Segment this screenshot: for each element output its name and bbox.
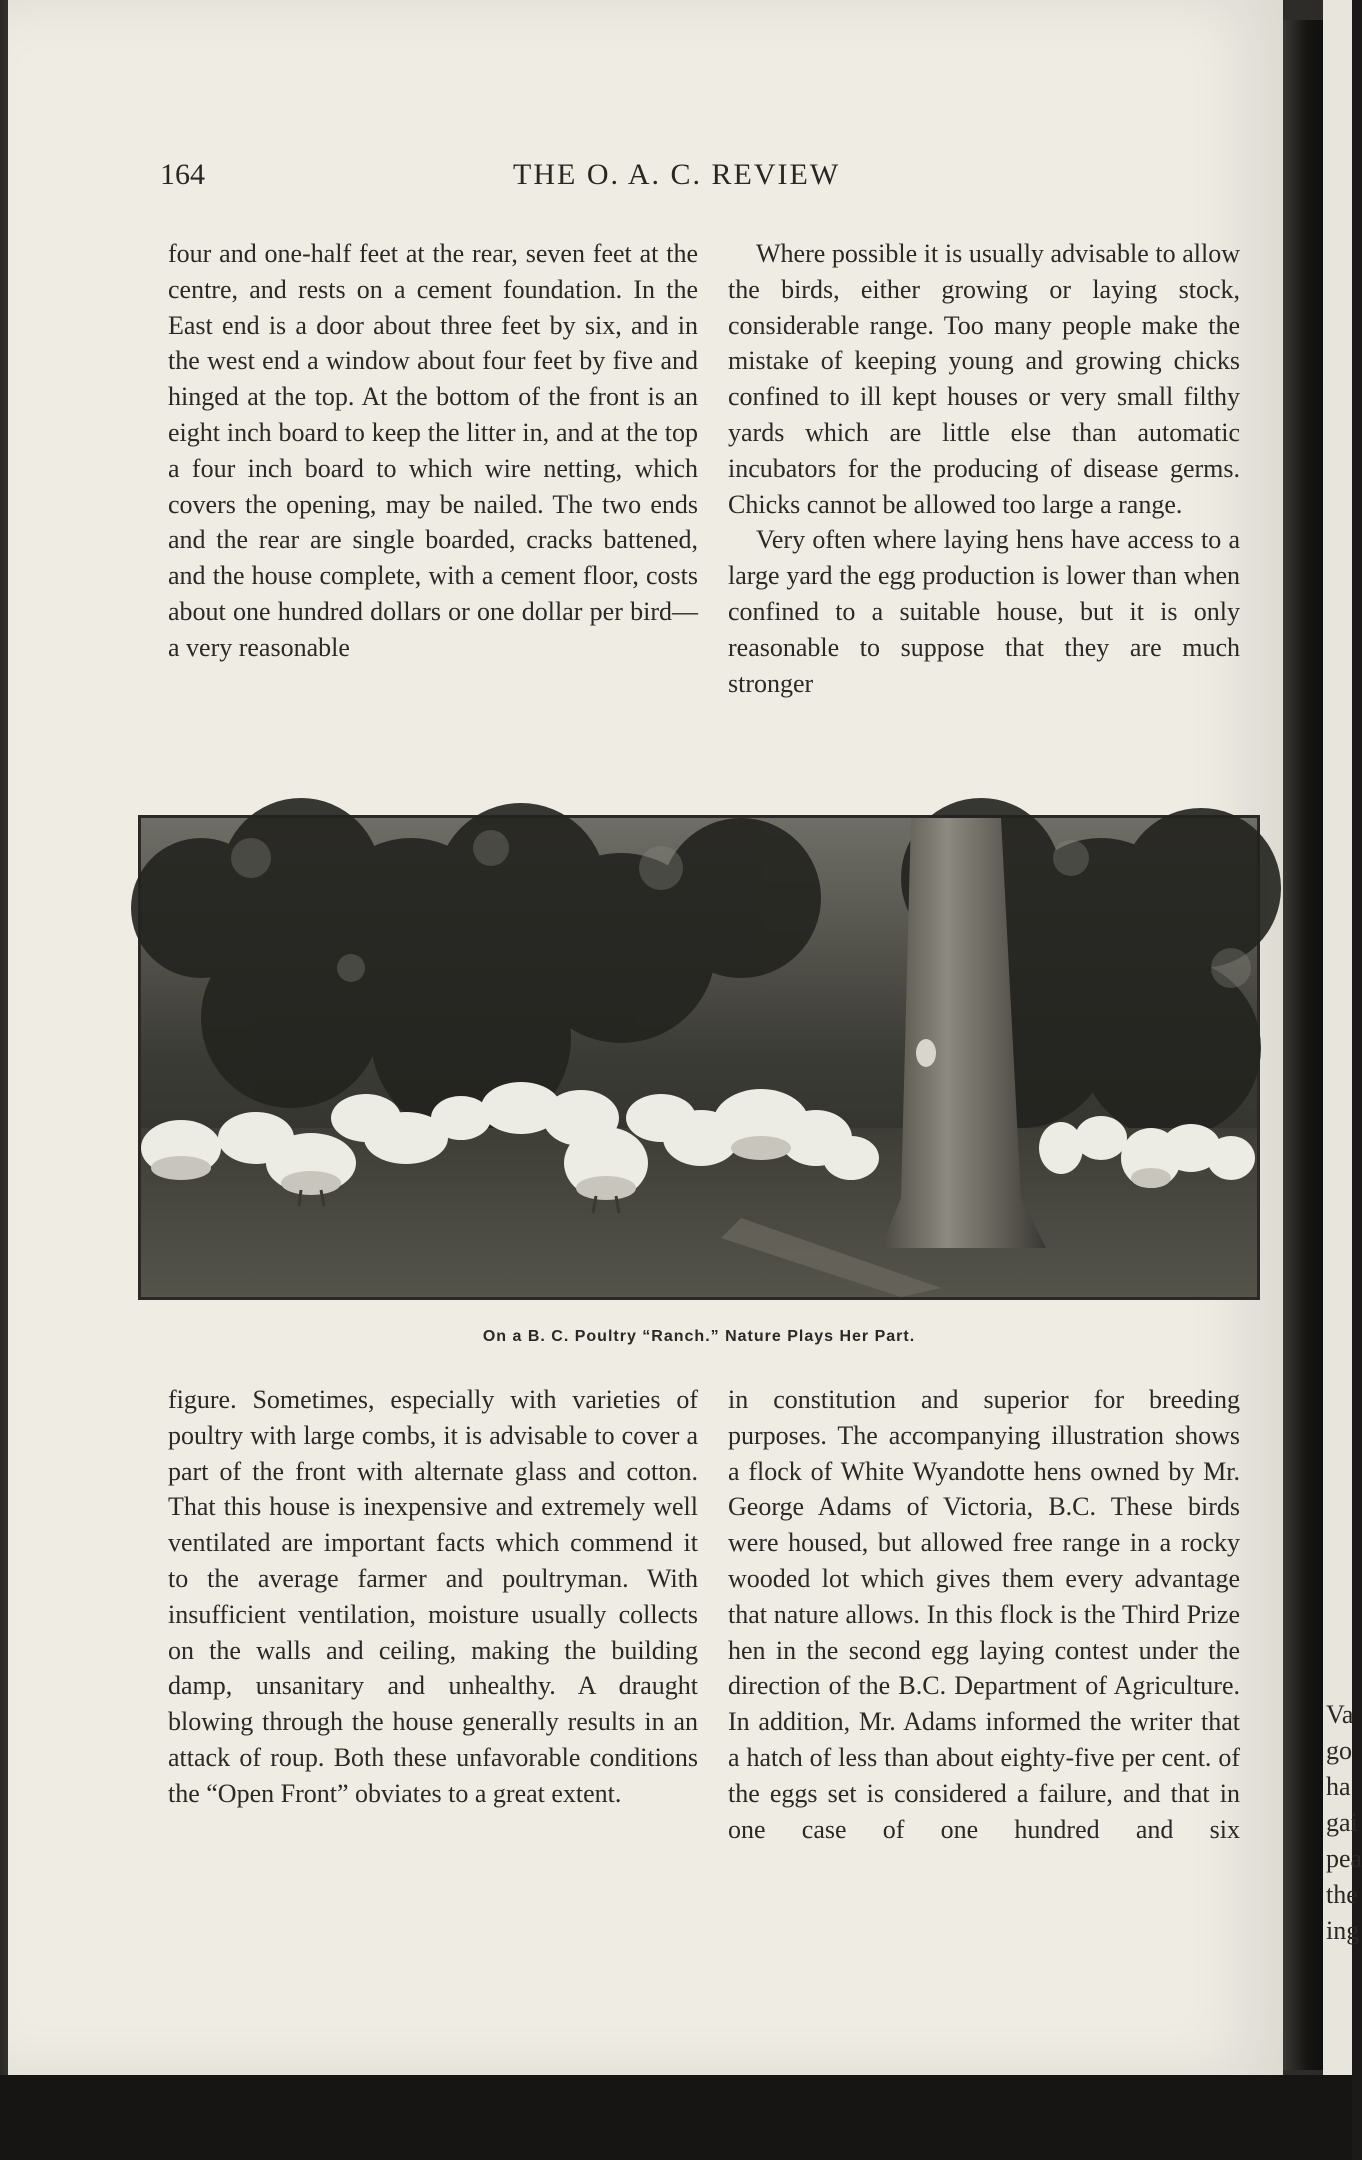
poultry-photo [138, 815, 1260, 1300]
adjacent-fragment: ha [1326, 1772, 1351, 1801]
column-bottom-left [168, 1382, 698, 1812]
adjacent-fragment: Va [1326, 1700, 1354, 1729]
adjacent-fragment: pea [1326, 1844, 1362, 1873]
adjacent-page-edge [1323, 0, 1362, 2080]
page-number: 164 [160, 158, 205, 191]
book-gutter [1283, 20, 1323, 2070]
column-bottom-right [728, 1382, 1240, 1847]
adjacent-fragment: gai [1326, 1808, 1358, 1837]
column-top-right [728, 236, 1240, 701]
scan-bottom-edge [0, 2075, 1352, 2160]
paragraph: figure. Sometimes, especially with varieties of poultry with large combs, it is advisable to cover a part of the front with alternate glass and cotton. That this house is inexpensive and extremely well ventilated are important facts which commend it to the average farmer and poultryman. With insufficient ventilation, moisture usually collects on the walls and ceiling, making the building damp, unsanitary and unhealthy. A draught blowing through the house generally results in an attack of roup. Both these unfavorable conditions the “Open Front” obviates to a great extent. [168, 1385, 698, 1808]
page-header [8, 158, 1283, 198]
adjacent-fragment: ing [1326, 1916, 1360, 1945]
paragraph: in constitution and superior for breeding purposes. The accompanying illustration shows a flock of White Wyandotte hens owned by Mr. George Adams of Victoria, B.C. These birds were housed, but allowed free range in a rocky wooded lot which gives them every advantage that nature allows. In this flock is the Third Prize hen in the second egg laying contest under the direction of the B.C. Department of Agriculture. In addition, Mr. Adams informed the writer that a hatch of less than about eighty-five per cent. of the eggs set is considered a failure, and that in one case of one hundred and six [728, 1385, 1240, 1844]
photo-caption: On a B. C. Poultry “Ranch.” Nature Plays Her Part. [482, 1328, 916, 1345]
adjacent-fragment: the [1326, 1880, 1358, 1909]
paragraph: Very often where laying hens have access to a large yard the egg production is lower than when confined to a suitable house, but it is only reasonable to suppose that they are much stronger [728, 525, 1240, 698]
paragraph: four and one-half feet at the rear, seven feet at the centre, and rests on a cement foundation. In the East end is a door about three feet by six, and in the west end a window about four feet by five and hinged at the top. At the bottom of the front is an eight inch board to keep the litter in, and at the top a four inch board to which wire netting, which covers the opening, may be nailed. The two ends and the rear are single boarded, cracks battened, and the house complete, with a cement floor, costs about one hundred dollars or one dollar per bird—a very reasonable [168, 239, 698, 662]
paragraph: Where possible it is usually advisable to allow the birds, either growing or laying stock, considerable range. Too many people make the mistake of keeping young and growing chicks confined to ill kept houses or very small filthy yards which are little else than automatic incubators for the producing of disease germs. Chicks cannot be allowed too large a range. [728, 239, 1240, 519]
column-top-left [168, 236, 698, 666]
running-head: THE O. A. C. REVIEW [513, 158, 841, 191]
book-page [8, 0, 1283, 2075]
photo-illustration [141, 818, 1257, 1297]
adjacent-fragment: go [1326, 1736, 1352, 1765]
